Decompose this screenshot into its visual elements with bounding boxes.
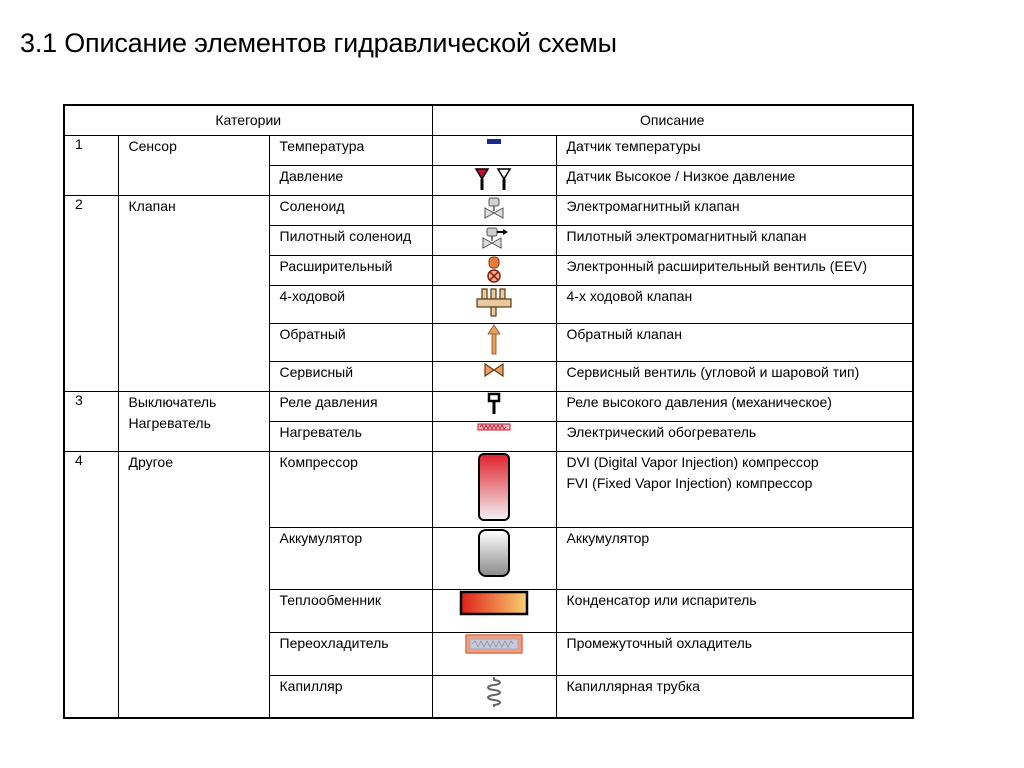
- item-description: Электронный расширительный вентиль (EEV): [556, 255, 913, 285]
- item-description: 4-х ходовой клапан: [556, 285, 913, 323]
- item-description: Реле высокого давления (механическое): [556, 391, 913, 421]
- group-number: 3: [64, 391, 118, 451]
- item-description: Датчик температуры: [556, 135, 913, 165]
- heater-icon: [432, 421, 556, 451]
- item-name: Капилляр: [269, 675, 432, 718]
- group-category-line: Нагреватель: [128, 414, 211, 431]
- group-category: Клапан: [118, 195, 269, 391]
- table-row: [64, 135, 913, 165]
- item-name: Аккумулятор: [269, 527, 432, 589]
- table-header-row: [64, 105, 913, 135]
- item-description: Конденсатор или испаритель: [556, 589, 913, 632]
- pressure-sensor-icon: [432, 165, 556, 195]
- item-name: 4-ходовой: [269, 285, 432, 323]
- table-row: [64, 391, 913, 421]
- item-name: Соленоид: [269, 195, 432, 225]
- item-description: [556, 451, 913, 527]
- service-valve-icon: [432, 361, 556, 391]
- item-description: Электрический обогреватель: [556, 421, 913, 451]
- item-description: Электромагнитный клапан: [556, 195, 913, 225]
- temperature-sensor-icon: [432, 135, 556, 165]
- compressor-icon: [432, 451, 556, 527]
- expansion-valve-icon: [432, 255, 556, 285]
- item-description: Сервисный вентиль (угловой и шаровой тип): [556, 361, 913, 391]
- item-description: Аккумулятор: [556, 527, 913, 589]
- group-category: Сенсор: [118, 135, 269, 195]
- group-category-line: Выключатель: [128, 393, 217, 410]
- page-title: 3.1 Описание элементов гидравлической схемы: [20, 28, 617, 58]
- subcooler-icon: [432, 632, 556, 675]
- item-name: Теплообменник: [269, 589, 432, 632]
- group-number: 2: [64, 195, 118, 391]
- check-valve-icon: [432, 323, 556, 361]
- solenoid-valve-icon: [432, 195, 556, 225]
- table-row: [64, 195, 913, 225]
- accumulator-icon: [432, 527, 556, 589]
- item-description: Обратный клапан: [556, 323, 913, 361]
- item-description: Промежуточный охладитель: [556, 632, 913, 675]
- item-name: Температура: [269, 135, 432, 165]
- item-name: Давление: [269, 165, 432, 195]
- item-name: Расширительный: [269, 255, 432, 285]
- group-number: 4: [64, 451, 118, 718]
- elements-table: [63, 104, 914, 719]
- item-name: Реле давления: [269, 391, 432, 421]
- group-number: 1: [64, 135, 118, 195]
- item-name: Нагреватель: [269, 421, 432, 451]
- table-row: [64, 451, 913, 527]
- group-category: [118, 391, 269, 451]
- item-description-line: FVI (Fixed Vapor Injection) компрессор: [566, 474, 813, 491]
- heat-exchanger-icon: [432, 589, 556, 632]
- pressure-switch-icon: [432, 391, 556, 421]
- header-categories: Категории: [64, 105, 432, 135]
- item-description-line: DVI (Digital Vapor Injection) компрессор: [566, 453, 819, 470]
- item-description: Датчик Высокое / Низкое давление: [556, 165, 913, 195]
- item-name: Обратный: [269, 323, 432, 361]
- four-way-valve-icon: [432, 285, 556, 323]
- pilot-solenoid-valve-icon: [432, 225, 556, 255]
- capillary-tube-icon: [432, 675, 556, 718]
- item-name: Переохладитель: [269, 632, 432, 675]
- item-name: Сервисный: [269, 361, 432, 391]
- item-name: Пилотный соленоид: [269, 225, 432, 255]
- group-category: Другое: [118, 451, 269, 718]
- header-description: Описание: [432, 105, 913, 135]
- item-description: Пилотный электромагнитный клапан: [556, 225, 913, 255]
- item-description: Капиллярная трубка: [556, 675, 913, 718]
- item-name: Компрессор: [269, 451, 432, 527]
